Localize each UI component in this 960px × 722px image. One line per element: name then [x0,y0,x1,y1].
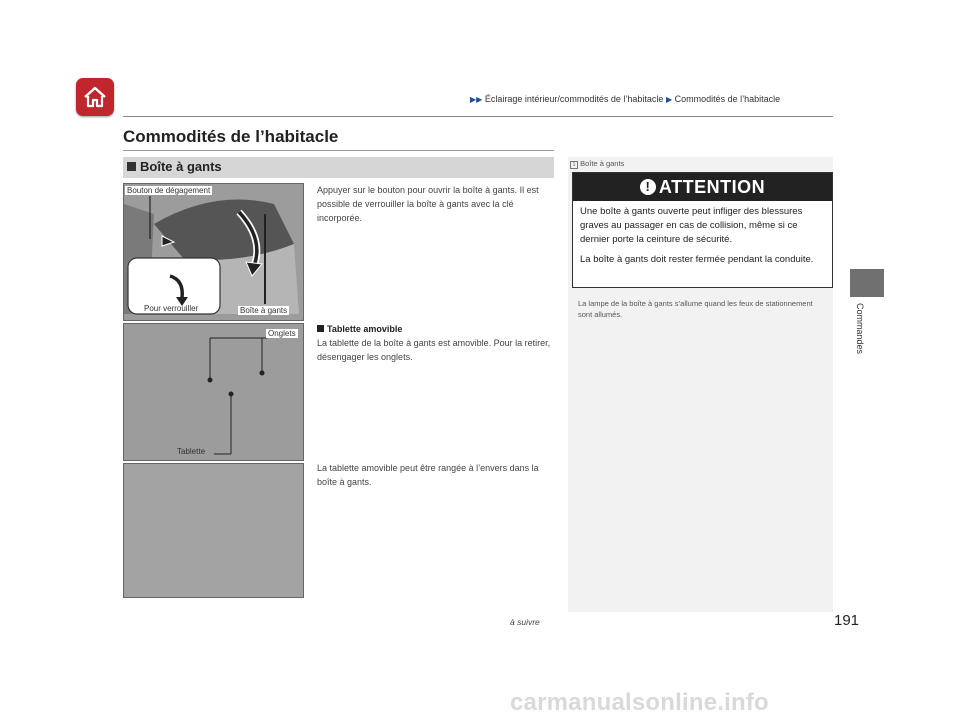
warning-box [572,172,833,288]
warning-title: ATTENTION [658,177,766,197]
home-icon [82,85,108,109]
tray-illustration [123,323,304,461]
warning-header [573,173,832,201]
chapter-tab[interactable] [850,269,884,297]
section-bullet-icon [127,162,136,171]
title-divider [123,150,554,151]
paragraph-open-glovebox: Appuyer sur le bouton pour ouvrir la boîte à gants. Il est possible de verrouiller la boîte à gants avec la clé incorporée. [317,185,539,223]
breadcrumb-arrow-icon: ▶ [665,95,673,104]
subsection-bullet-icon [317,325,324,332]
breadcrumb-item-1[interactable]: Éclairage intérieur/commodités de l’habitacle [484,94,664,104]
warning-icon: ! [640,179,656,195]
breadcrumb-arrow-icon: ▶▶ [470,95,483,104]
callout-tabs: Onglets [268,329,296,338]
page-title: Commodités de l’habitacle [123,127,339,146]
breadcrumb [470,94,780,104]
chapter-tab-label: Commandes [855,303,865,355]
reference-icon: 1 [570,161,578,169]
warning-paragraph-2: La boîte à gants doit rester fermée pendant la conduite. [580,254,814,265]
tray-drawing [124,324,303,460]
warning-paragraph-1: Une boîte à gants ouverte peut infliger des blessures graves au passager en cas de collision, même si ce dernier porte la ceinture de sécurité. [580,206,803,245]
callout-release-button: Bouton de dégagement [127,186,211,195]
section-title: Boîte à gants [140,159,222,174]
watermark: carmanualsonline.info [510,689,769,716]
callout-glovebox: Boîte à gants [240,306,288,315]
section-header [123,157,554,178]
subsection-title [317,324,402,334]
glovebox-drawing [124,184,303,320]
tray-stowed-illustration [123,463,304,598]
callout-tray: Tablette [177,447,206,456]
callout-lock: Pour verrouiller [144,304,199,313]
sidebar-note: La lampe de la boîte à gants s’allume quand les feux de stationnement sont allumés. [578,299,813,319]
paragraph-tray-stowed: La tablette amovible peut être rangée à l’envers dans la boîte à gants. [317,463,539,487]
sidebar-reference-label: Boîte à gants [580,159,625,168]
glovebox-illustration [123,183,304,321]
page-number: 191 [834,612,860,629]
subsection-title-text: Tablette amovible [327,324,403,334]
continue-label: à suivre [510,617,540,627]
header-divider [123,116,833,117]
paragraph-tray: La tablette de la boîte à gants est amovible. Pour la retirer, désengager les onglets. [317,338,551,362]
breadcrumb-item-2[interactable]: Commodités de l’habitacle [674,94,781,104]
home-button[interactable] [76,78,114,116]
sidebar-reference [570,159,624,169]
